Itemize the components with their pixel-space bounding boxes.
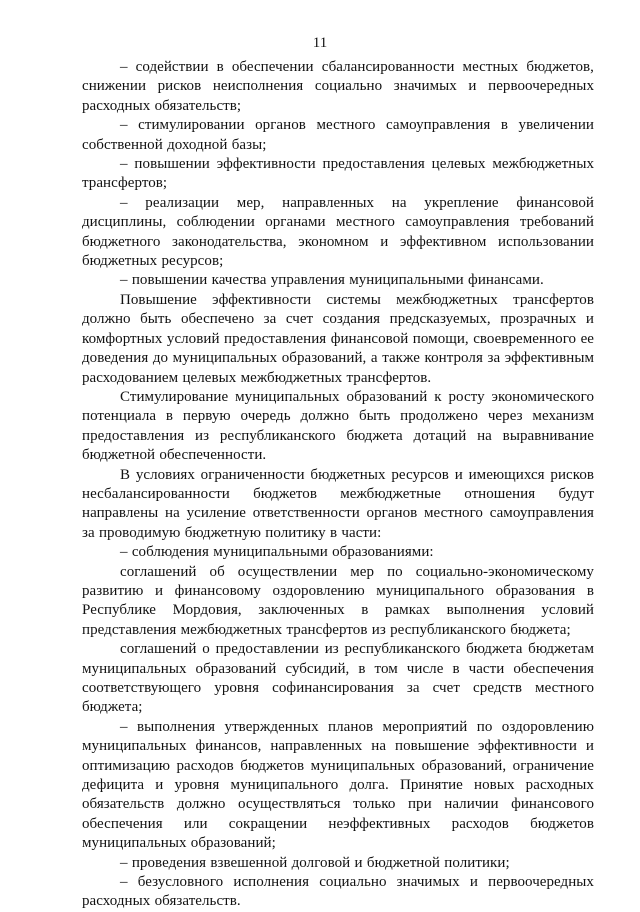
- paragraph: – выполнения утвержденных планов мероприятий по оздоровлению муниципальных финансов, направленных на повышение эффективности и оптимизацию расходов бюджетов муниципальных образований, ограничение дефицита и уровня муниципального долга. Принятие новых расходных обязательств должно осуществляться только при наличии финансового обеспечения или сокращении неэффективных расходов бюджетов муниципальных образований;: [82, 718, 594, 852]
- paragraph: – повышении эффективности предоставления целевых межбюджетных трансфертов;: [82, 156, 594, 192]
- paragraph: – повышении качества управления муниципальными финансами.: [120, 272, 544, 289]
- page-number: 11: [312, 35, 328, 51]
- document-body: [82, 58, 594, 912]
- paragraph: соглашений об осуществлении мер по социально-экономическому развитию и финансовому оздоровлению муниципального образования в Республике Мордовия, заключенных в рамках выполнения условий представления межбюджетных трансфертов из республиканского бюджета;: [82, 563, 594, 638]
- paragraph: – стимулировании органов местного самоуправления в увеличении собственной доходной базы;: [82, 117, 594, 153]
- paragraph: Повышение эффективности системы межбюджетных трансфертов должно быть обеспечено за счет создания предсказуемых, прозрачных и комфортных условий предоставления финансовой помощи, своевременного ее доведения до муниципальных образований, а также контроля за эффективным расходованием целевых межбюджетных трансфертов.: [82, 291, 594, 386]
- paragraph: – содействии в обеспечении сбалансированности местных бюджетов, снижении рисков неисполнения социально значимых и первоочередных расходных обязательств;: [82, 59, 594, 114]
- paragraph: Стимулирование муниципальных образований к росту экономического потенциала в первую очередь должно быть продолжено через механизм предоставления из республиканского бюджета дотаций на выравнивание бюджетной обеспеченности.: [82, 388, 594, 464]
- paragraph: соглашений о предоставлении из республиканского бюджета бюджетам муниципальных образований субсидий, в том числе в части обеспечения соответствующего уровня софинансирования за счет средств местного бюджета;: [82, 641, 594, 716]
- paragraph: – реализации мер, направленных на укрепление финансовой дисциплины, соблюдении органами местного самоуправления требований бюджетного законодательства, экономном и эффективном использовании бюджетных ресурсов;: [82, 194, 594, 270]
- paragraph: В условиях ограниченности бюджетных ресурсов и имеющихся рисков несбалансированности бюджетов межбюджетные отношения будут направлены на усиление ответственности органов местного самоуправления за проводимую бюджетную политику в части:: [82, 466, 594, 541]
- paragraph: – проведения взвешенной долговой и бюджетной политики;: [120, 854, 510, 871]
- paragraph: – безусловного исполнения социально значимых и первоочередных расходных обязательств.: [82, 874, 594, 910]
- paragraph: – соблюдения муниципальными образованиями:: [120, 544, 434, 561]
